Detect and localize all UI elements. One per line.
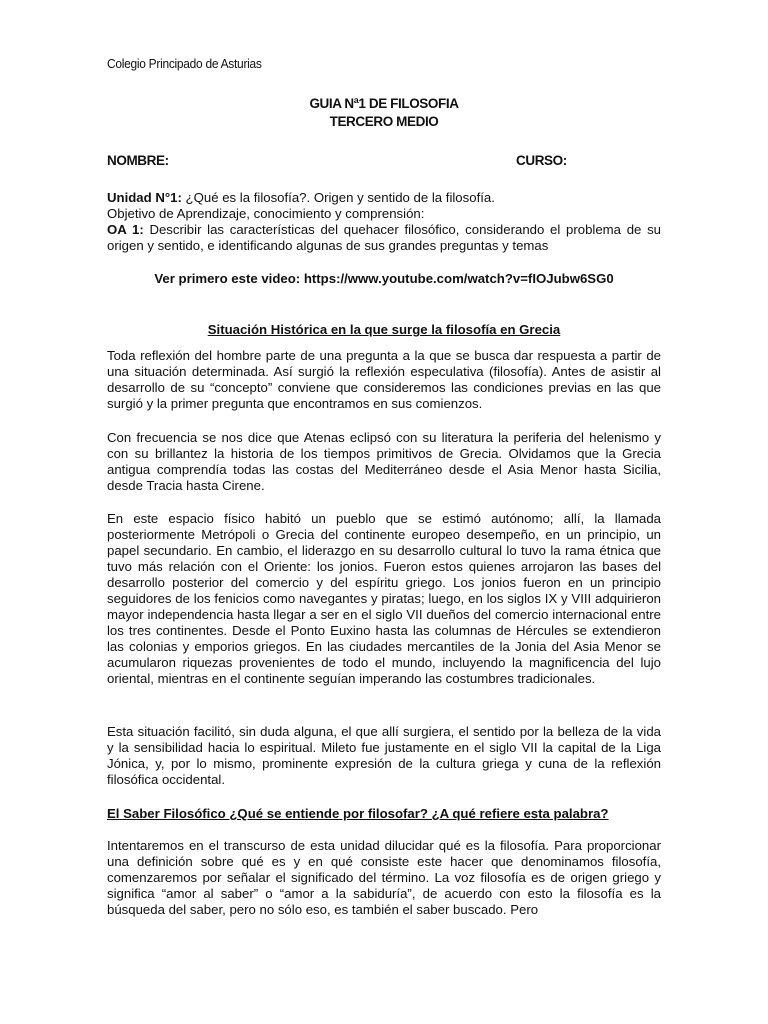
school-name: Colegio Principado de Asturias bbox=[107, 56, 262, 71]
unit-line bbox=[107, 190, 661, 206]
paragraph-text: Esta situación facilitó, sin duda alguna, el que allí surgiera, el sentido por la belleza de la vida y la sensibilidad hacia lo espiritual. Mileto fue justamente en el siglo VII la capital de la Liga Jónica, y, por lo mismo, prominente expresión de la cultura griega y cuna de la reflexión filosófica occidental. bbox=[107, 724, 661, 787]
unit-info bbox=[107, 190, 661, 254]
paragraph-text: Con frecuencia se nos dice que Atenas eclipsó con su literatura la periferia del helenismo y con su brillantez la historia de los tiempos primitivos de Grecia. Olvidamos que la Grecia antigua comprendía todas las costas del Mediterráneo desde el Asia Menor hasta Sicilia, desde Tracia hasta Cirene. bbox=[107, 430, 661, 493]
paragraph bbox=[107, 838, 661, 918]
unit-text: ¿Qué es la filosofía?. Origen y sentido de la filosofía. bbox=[181, 190, 495, 205]
paragraph-text: En este espacio físico habitó un pueblo que se estimó autónomo; allí, la llamada posteriormente Metrópoli o Grecia del continente europeo desempeño, en un principio, un papel secundario. En cambio, el liderazgo en su desarrollo cultural lo tuvo la rama étnica que tuvo más relación con el Oriente: los jonios. Fueron estos quienes arrojaron las bases del desarrollo posterior del comercio y del espíritu griego. Los jonios fueron en un principio seguidores de los fenicios como navegantes y piratas; luego, en los siglos IX y VIII adquirieron mayor independencia hasta llegar a ser en el siglo VII dueños del comercio internacional entre los tres continentes. Desde el Ponto Euxino hasta las columnas de Hércules se extendieron las colonias y emporios griegos. En las ciudades mercantiles de la Jonia del Asia Menor se acumularon riquezas provenientes de todo el mundo, incluyendo la magnificencia del lujo oriental, mientras en el continente seguían imperando las costumbres tradicionales. bbox=[107, 511, 661, 686]
oa-line bbox=[107, 222, 661, 254]
paragraph bbox=[107, 724, 661, 788]
video-link-line: Ver primero este video: https://www.youtube.com/watch?v=fIOJubw6SG0 bbox=[154, 271, 614, 286]
learning-objective: Objetivo de Aprendizaje, conocimiento y comprensión: bbox=[107, 206, 425, 221]
nombre-label: NOMBRE: bbox=[107, 153, 169, 168]
paragraph-text: Toda reflexión del hombre parte de una pregunta a la que se busca dar respuesta a partir de una situación determinada. Así surgió la reflexión especulativa (filosofía). Antes de asistir al desarrollo de su “concepto” conviene que consideremos las condiciones previas en las que surgió y la primer pregunta que encontramos en sus comienzos. bbox=[107, 348, 661, 411]
section-heading-philosophical-knowledge: El Saber Filosófico ¿Qué se entiende por filosofar? ¿A qué refiere esta palabra? bbox=[107, 806, 609, 821]
paragraph bbox=[107, 511, 661, 687]
course-level: TERCERO MEDIO bbox=[329, 114, 439, 129]
oa-text: Describir las características del quehacer filosófico, considerando el problema de su origen y sentido, e identificando algunas de sus grandes preguntas y temas bbox=[107, 222, 661, 253]
section-heading-historical: Situación Histórica en la que surge la filosofía en Grecia bbox=[207, 322, 561, 337]
paragraph bbox=[107, 348, 661, 412]
unit-label: Unidad N°1: bbox=[107, 190, 182, 205]
paragraph-text: Intentaremos en el transcurso de esta unidad dilucidar qué es la filosofía. Para proporcionar una definición sobre qué es y en qué consiste este hacer que denominamos filosofía, comenzaremos por señalar el significado del término. La voz filosofía es de origen griego y significa “amor al saber” o “amor a la sabiduría”, de acuerdo con esto la filosofía es la búsqueda del saber, pero no sólo eso, es también el saber buscado. Pero bbox=[107, 838, 661, 917]
oa-label: OA 1: bbox=[107, 222, 144, 237]
guide-title: GUIA Nª1 DE FILOSOFIA bbox=[309, 96, 459, 111]
curso-label: CURSO: bbox=[516, 153, 567, 168]
paragraph bbox=[107, 430, 661, 494]
